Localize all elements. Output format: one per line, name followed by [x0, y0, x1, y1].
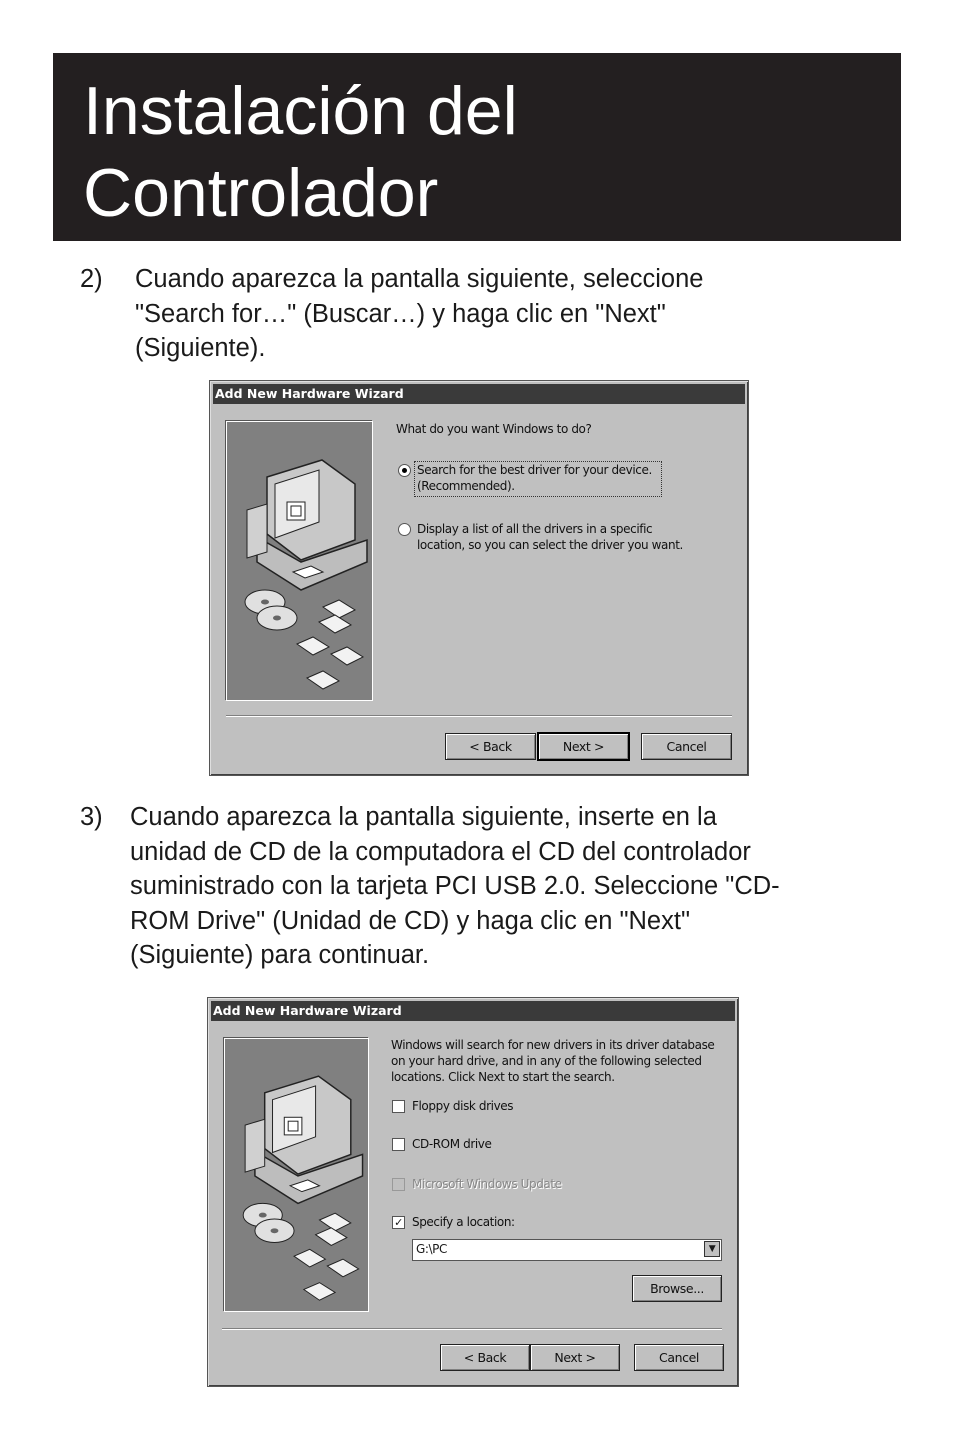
- back-button[interactable]: < Back: [440, 1344, 530, 1371]
- location-value: G:\PC: [416, 1242, 448, 1256]
- dialog-2-titlebar: Add New Hardware Wizard: [211, 1001, 735, 1021]
- computer-and-disks-icon: [227, 422, 372, 700]
- windows-update-checkbox: [392, 1178, 405, 1191]
- display-list-radio[interactable]: [398, 523, 411, 536]
- next-button[interactable]: Next >: [537, 732, 630, 761]
- wizard-illustration: [224, 1038, 369, 1312]
- step-2: [80, 262, 880, 372]
- divider: [226, 715, 732, 717]
- step-2-text: Cuando aparezca la pantalla siguiente, seleccione "Search for…" (Buscar…) y haga clic en "Next" (Siguiente).: [135, 265, 704, 362]
- step-3-number: 3): [80, 803, 103, 831]
- page-title-line1: Instalación del: [83, 73, 518, 149]
- step-2-number: 2): [80, 265, 103, 293]
- cdrom-checkbox[interactable]: [392, 1138, 405, 1151]
- search-intro-text: Windows will search for new drivers in its driver database on your hard drive, and in any of the following selected locations. Click Next to start the search.: [391, 1038, 715, 1084]
- page-title-line2: Controlador: [83, 155, 439, 231]
- cdrom-label[interactable]: CD-ROM drive: [412, 1137, 492, 1151]
- floppy-label[interactable]: Floppy disk drives: [412, 1099, 514, 1113]
- wizard-dialog-2: [207, 997, 739, 1387]
- wizard-illustration: [226, 421, 373, 701]
- search-best-driver-radio[interactable]: [398, 464, 411, 477]
- next-button[interactable]: Next >: [530, 1344, 620, 1371]
- browse-button[interactable]: Browse...: [632, 1275, 722, 1302]
- title-banner: [53, 53, 901, 241]
- chevron-down-icon[interactable]: ▼: [704, 1241, 720, 1257]
- wizard-dialog-1: [209, 380, 749, 776]
- search-best-driver-label[interactable]: Search for the best driver for your device. (Recommended).: [417, 463, 652, 493]
- wizard-question: What do you want Windows to do?: [396, 422, 592, 436]
- step-3: [80, 800, 900, 980]
- windows-update-label: Microsoft Windows Update: [412, 1177, 562, 1191]
- floppy-checkbox[interactable]: [392, 1100, 405, 1113]
- computer-and-disks-icon: [225, 1039, 368, 1311]
- cancel-button[interactable]: Cancel: [634, 1344, 724, 1371]
- location-combo[interactable]: [412, 1239, 722, 1261]
- divider: [222, 1328, 722, 1330]
- specify-location-label[interactable]: Specify a location:: [412, 1215, 515, 1229]
- dialog-1-titlebar: Add New Hardware Wizard: [213, 384, 745, 404]
- back-button[interactable]: < Back: [445, 733, 536, 760]
- specify-location-checkbox[interactable]: ✓: [392, 1216, 405, 1229]
- cancel-button[interactable]: Cancel: [641, 733, 732, 760]
- display-list-label[interactable]: Display a list of all the drivers in a specific location, so you can select the driver you want.: [417, 522, 683, 552]
- step-3-text: Cuando aparezca la pantalla siguiente, inserte en la unidad de CD de la computadora el CD del controlador suministrado con la tarjeta PCI USB 2.0. Seleccione "CD- ROM Drive" (Unidad de CD) y haga clic en "Next" (Siguiente) para continuar.: [130, 803, 780, 969]
